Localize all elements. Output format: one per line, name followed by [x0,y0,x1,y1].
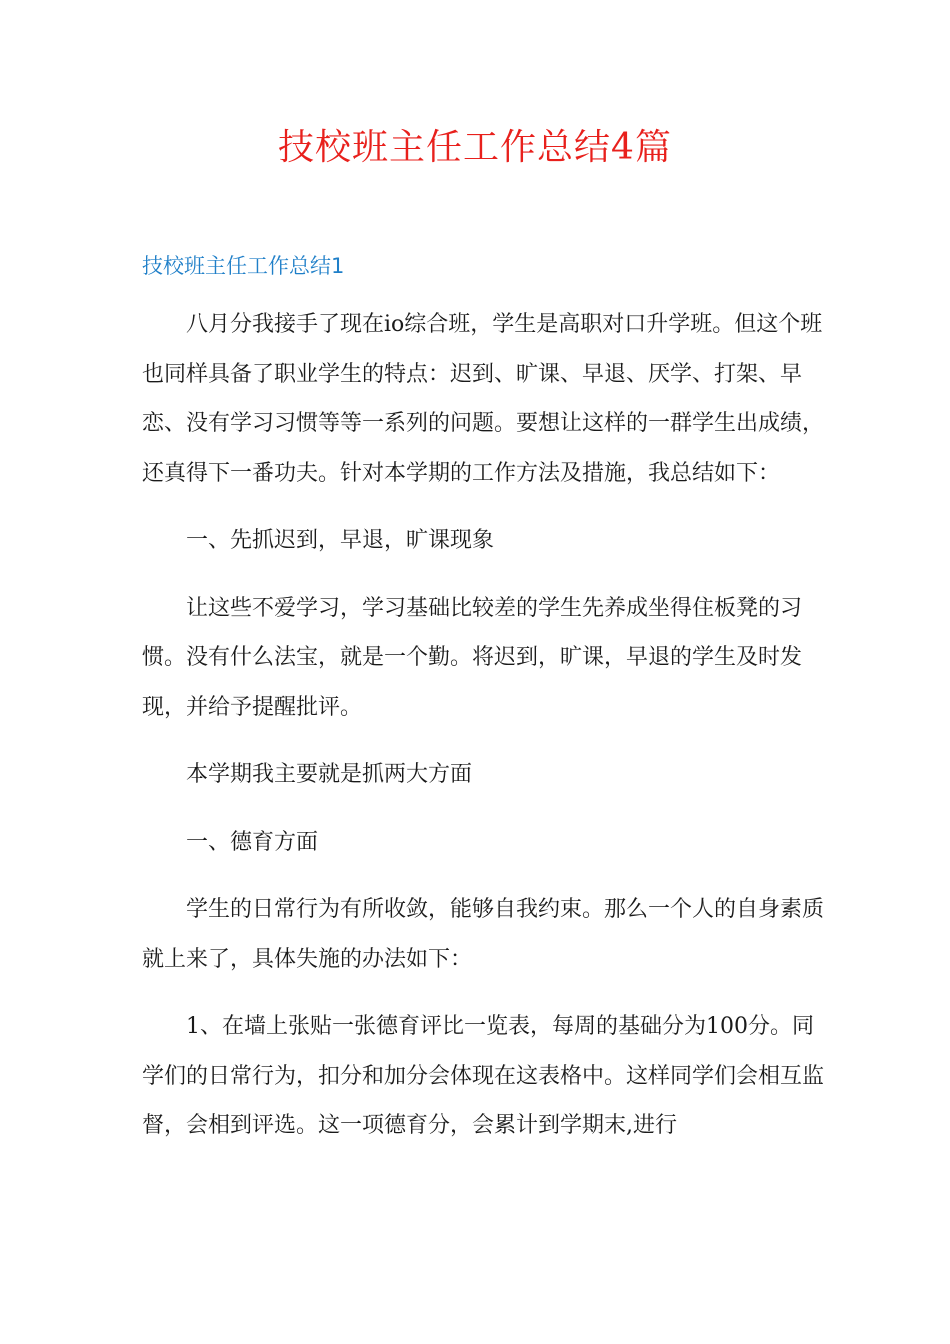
paragraph-intro: 八月分我接手了现在io综合班，学生是高职对口升学班。但这个班也同样具备了职业学生的特点：迟到、旷课、早退、厌学、打架、早恋、没有学习习惯等等一系列的问题。要想让这样的一群学生出成绩，还真得下一番功夫。针对本学期的工作方法及措施，我总结如下： [142,312,825,486]
section-heading: 技校班主任工作总结1 [142,254,345,278]
document-body [142,300,832,1169]
paragraph-two-aspects: 本学期我主要就是抓两大方面 [186,762,473,787]
paragraph-attendance: 让这些不爱学习，学习基础比较差的学生先养成坐得住板凳的习惯。没有什么法宝，就是一个勤。将迟到，旷课，早退的学生及时发现，并给予提醒批评。 [142,595,803,720]
paragraph-heading-moral: 一、德育方面 [186,829,319,855]
paragraph-moral: 学生的日常行为有所收敛，能够自我约束。那么一个人的自身素质就上来了，具体失施的办法如下： [142,897,825,972]
document-title: 技校班主任工作总结4篇 [278,127,672,168]
paragraph-item-1: 1、在墙上张贴一张德育评比一览表，每周的基础分为100分。同学们的日常行为，扣分和加分会体现在这表格中。这样同学们会相互监督，会相到评选。这一项德育分，会累计到学期末,进行 [142,1014,825,1138]
paragraph-heading-attendance: 一、先抓迟到，早退，旷课现象 [186,528,495,553]
